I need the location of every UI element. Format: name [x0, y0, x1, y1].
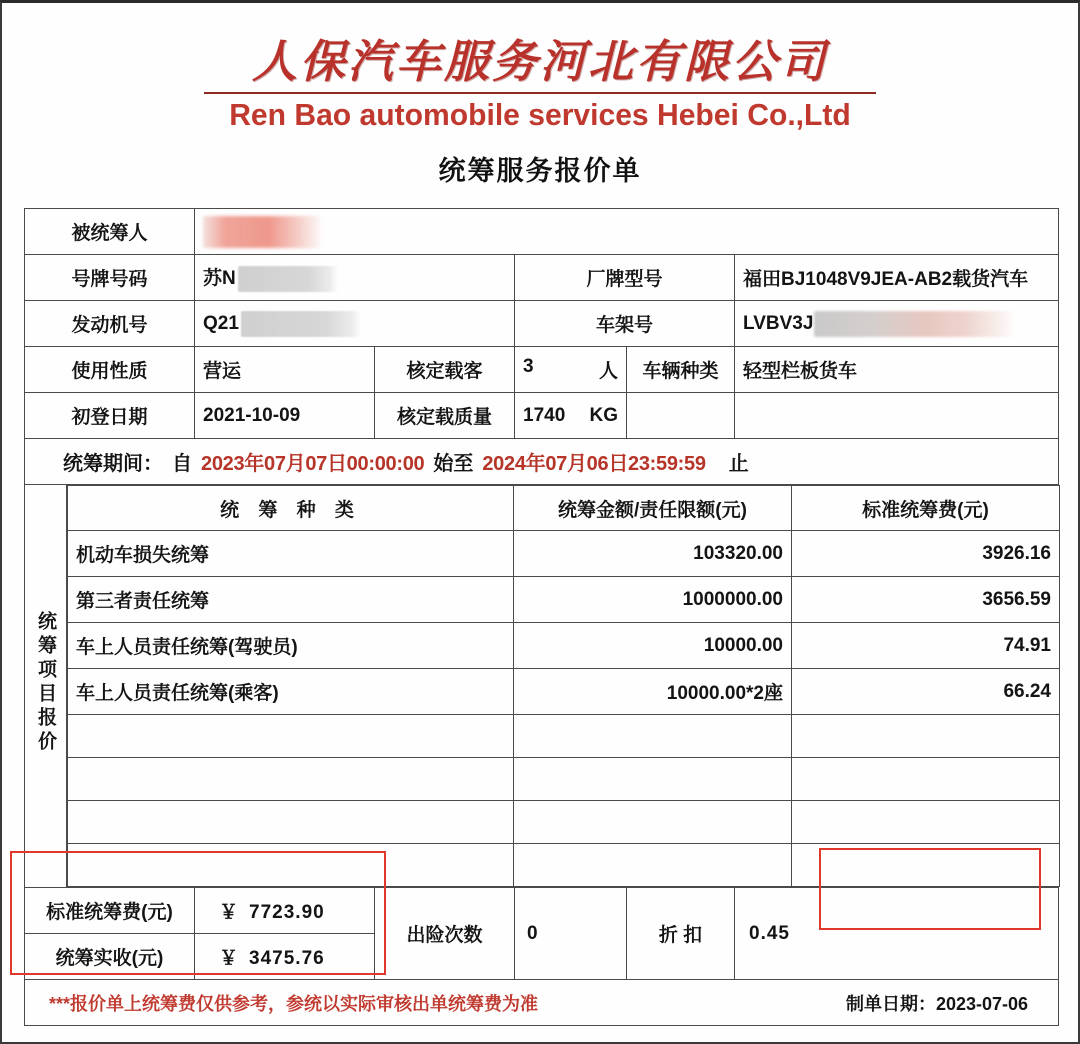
item-name: 车上人员责任统筹(乘客) — [68, 669, 514, 715]
footer-date-label: 制单日期： — [845, 993, 936, 1014]
model-label: 厂牌型号 — [515, 255, 735, 301]
quotation-table — [24, 208, 1058, 1026]
item-fee: 74.91 — [792, 623, 1060, 669]
discount-label: 折 扣 — [627, 888, 735, 980]
items-side-label — [25, 485, 67, 888]
items-side-label-text: 统筹项目报价 — [35, 611, 56, 755]
engine-label: 发动机号 — [25, 301, 195, 347]
item-fee: 66.24 — [792, 669, 1060, 715]
item-name — [68, 758, 514, 801]
model-value: 福田BJ1048V9JEA-AB2载货汽车 — [735, 255, 1059, 301]
item-name — [68, 844, 514, 887]
item-fee: 3656.59 — [792, 577, 1060, 623]
item-name — [68, 715, 514, 758]
insured-value — [195, 209, 1059, 255]
item-amount — [514, 844, 792, 887]
table-row — [68, 577, 1060, 623]
usage-label: 使用性质 — [25, 347, 195, 393]
item-amount: 103320.00 — [514, 531, 792, 577]
plate-value — [195, 255, 515, 301]
table-row — [68, 801, 1060, 844]
period-label: 统筹期间： — [63, 453, 163, 475]
discount-value: 0.45 — [735, 888, 1059, 980]
vehicle-type-value: 轻型栏板货车 — [735, 347, 1059, 393]
yen-symbol: ￥ — [219, 902, 240, 923]
items-header-row — [68, 486, 1060, 531]
vin-label: 车架号 — [515, 301, 735, 347]
item-amount — [514, 758, 792, 801]
items-col-fee: 标准统筹费(元) — [792, 486, 1060, 531]
table-row — [68, 844, 1060, 887]
item-fee — [792, 801, 1060, 844]
vin-prefix: LVBV3J — [743, 312, 814, 334]
table-row-plate-model — [25, 255, 1059, 301]
registration-empty-cell-2 — [735, 393, 1059, 439]
first-reg-value: 2021-10-09 — [195, 393, 375, 439]
seats-label: 核定载客 — [375, 347, 515, 393]
item-fee — [792, 844, 1060, 887]
vin-value — [735, 301, 1059, 347]
engine-prefix: Q21 — [203, 312, 239, 334]
item-amount: 10000.00 — [514, 623, 792, 669]
company-name-chinese: 人保汽车服务河北有限公司 — [251, 37, 828, 87]
first-reg-label: 初登日期 — [25, 393, 195, 439]
load-unit: KG — [589, 404, 619, 426]
load-value — [515, 393, 627, 439]
plate-label: 号牌号码 — [25, 255, 195, 301]
plate-prefix: 苏N — [203, 268, 236, 289]
table-row-footer — [25, 980, 1059, 1026]
footer-date-value: 2023-07-06 — [935, 993, 1029, 1014]
claims-label: 出险次数 — [375, 888, 515, 980]
item-amount: 10000.00*2座 — [514, 669, 792, 715]
footer-cell — [25, 980, 1059, 1026]
table-row — [68, 531, 1060, 577]
period-from-value: 2023年07月07日00:00:00 — [201, 453, 425, 475]
actual-fee-amount: 3475.76 — [249, 948, 325, 969]
item-name: 机动车损失统筹 — [68, 531, 514, 577]
table-row-period — [25, 439, 1059, 485]
standard-fee-amount: 7723.90 — [249, 902, 325, 923]
seats-unit: 人 — [599, 361, 619, 382]
page-title: 统筹服务报价单 — [438, 156, 642, 186]
seats-value — [515, 347, 627, 393]
item-amount — [514, 715, 792, 758]
item-name — [68, 801, 514, 844]
items-container — [67, 485, 1059, 888]
table-row — [68, 715, 1060, 758]
footer-date — [846, 990, 1028, 1016]
header-divider-rule — [204, 92, 876, 94]
table-row — [68, 758, 1060, 801]
item-name: 车上人员责任统筹(驾驶员) — [68, 623, 514, 669]
seats-number: 3 — [523, 356, 534, 377]
items-col-type: 统 筹 种 类 — [68, 486, 514, 531]
item-fee — [792, 715, 1060, 758]
standard-fee-label: 标准统筹费(元) — [25, 888, 195, 934]
actual-fee-label: 统筹实收(元) — [25, 934, 195, 980]
table-row-usage — [25, 347, 1059, 393]
claims-value: 0 — [515, 888, 627, 980]
redaction-insured — [203, 216, 323, 248]
footer-note: ***报价单上统筹费仅供参考，参统以实际审核出单统筹费为准 — [49, 993, 539, 1014]
item-amount: 1000000.00 — [514, 577, 792, 623]
yen-symbol-red: ￥ — [219, 948, 240, 969]
table-row-summary-standard — [25, 888, 1059, 934]
items-table — [67, 485, 1060, 887]
table-row-engine-vin — [25, 301, 1059, 347]
table-row-insured — [25, 209, 1059, 255]
company-name-english: Ren Bao automobile services Hebei Co.,Ltd — [229, 97, 851, 133]
table-row-items — [25, 485, 1059, 888]
period-middle: 始至 — [433, 453, 474, 475]
table-row-registration — [25, 393, 1059, 439]
standard-fee-value — [195, 888, 375, 934]
engine-value — [195, 301, 515, 347]
item-fee — [792, 758, 1060, 801]
table-row — [68, 669, 1060, 715]
load-label: 核定载质量 — [375, 393, 515, 439]
redaction-engine — [241, 311, 361, 337]
period-suffix: 止 — [728, 453, 749, 475]
document-header — [2, 3, 1078, 188]
redaction-vin — [814, 311, 1014, 337]
usage-value: 营运 — [195, 347, 375, 393]
redaction-plate — [238, 266, 338, 292]
coverage-period-cell — [25, 439, 1059, 485]
period-to-value: 2024年07月06日23:59:59 — [482, 453, 706, 475]
item-amount — [514, 801, 792, 844]
item-fee: 3926.16 — [792, 531, 1060, 577]
table-row — [68, 623, 1060, 669]
item-name: 第三者责任统筹 — [68, 577, 514, 623]
actual-fee-value — [195, 934, 375, 980]
items-col-amount: 统筹金额/责任限额(元) — [514, 486, 792, 531]
vehicle-type-label: 车辆种类 — [627, 347, 735, 393]
period-from-prefix: 自 — [172, 453, 192, 475]
load-number: 1740 — [523, 404, 566, 426]
registration-empty-cell-1 — [627, 393, 735, 439]
insured-label: 被统筹人 — [25, 209, 195, 255]
